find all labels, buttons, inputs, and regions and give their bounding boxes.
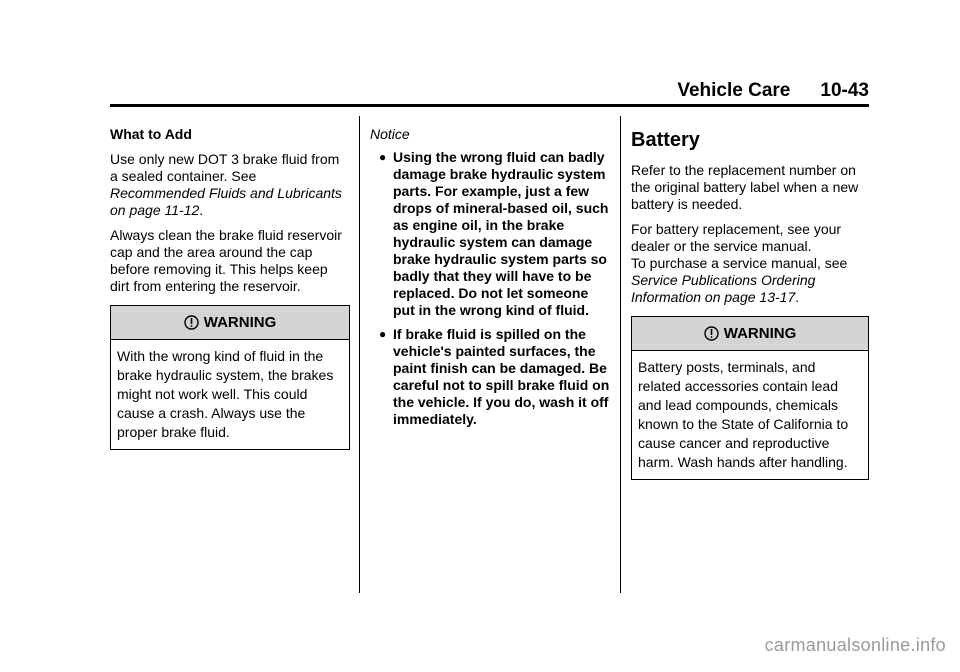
warning-icon <box>704 326 719 341</box>
warning-body: With the wrong kind of fluid in the brake hydraulic system, the brakes might not work well. This could cause a crash. Always use the proper brake fluid. <box>117 348 334 440</box>
paragraph-text: Use only new DOT 3 brake fluid from a sealed container. See <box>110 151 340 184</box>
column-right <box>631 126 869 480</box>
section-heading-battery: Battery <box>631 129 700 151</box>
notice-list <box>370 149 610 428</box>
warning-box <box>110 305 350 450</box>
notice-title: Notice <box>370 126 410 142</box>
paragraph-text: To purchase a service manual, see <box>631 255 848 271</box>
subheading-what-to-add: What to Add <box>110 126 192 142</box>
page-number: 10-43 <box>820 80 869 101</box>
header-divider <box>110 104 869 107</box>
section-title: Vehicle Care <box>677 80 791 101</box>
bullet-icon: ● <box>379 327 387 341</box>
paragraph: Always clean the brake fluid reservoir cap and the area around the cap before removing it. This helps keep dirt from entering the reservoir. <box>110 227 342 294</box>
paragraph: Refer to the replacement number on the original battery label when a new battery is needed. <box>631 162 859 212</box>
warning-title: WARNING <box>203 314 277 331</box>
list-item <box>370 149 610 319</box>
list-item <box>370 326 610 428</box>
paragraph: For battery replacement, see your dealer or the service manual. To purchase a service manual, see Service Publications Ordering Information on page 13-17. <box>631 221 848 305</box>
warning-header <box>111 306 349 340</box>
column-divider <box>620 116 621 593</box>
warning-box <box>631 316 869 480</box>
warning-icon <box>184 315 199 330</box>
warning-title: WARNING <box>723 325 797 342</box>
cross-reference-link[interactable]: Service Publications Ordering Information on page 13-17 <box>631 272 816 305</box>
paragraph-text: For battery replacement, see your dealer or the service manual. <box>631 221 842 254</box>
page-header <box>110 80 869 104</box>
cross-reference-link[interactable]: Recommended Fluids and Lubricants on page 11-12 <box>110 185 342 218</box>
warning-header <box>632 317 868 351</box>
watermark: carmanualsonline.info <box>764 635 946 655</box>
warning-body: Battery posts, terminals, and related accessories contain lead and lead compounds, chemicals known to the State of California to cause cancer and reproductive harm. Wash hands after handling. <box>638 359 849 470</box>
bullet-icon: ● <box>379 150 387 164</box>
list-item-text: Using the wrong fluid can badly damage brake hydraulic system parts. For example, just a few drops of mineral-based oil, such as engine oil, in the brake hydraulic system can damage brake hydraulic system parts so badly that they will have to be replaced. Do not let someone put in the wrong kind of fluid. <box>393 149 609 318</box>
list-item-text: If brake fluid is spilled on the vehicle's painted surfaces, the paint finish can be damaged. Be careful not to spill brake fluid on the vehicle. If you do, wash it off immediately. <box>393 326 610 427</box>
column-middle <box>370 126 610 435</box>
column-left <box>110 126 350 450</box>
column-divider <box>359 116 360 593</box>
paragraph: Use only new DOT 3 brake fluid from a sealed container. See Recommended Fluids and Lubricants on page 11-12. <box>110 151 342 218</box>
